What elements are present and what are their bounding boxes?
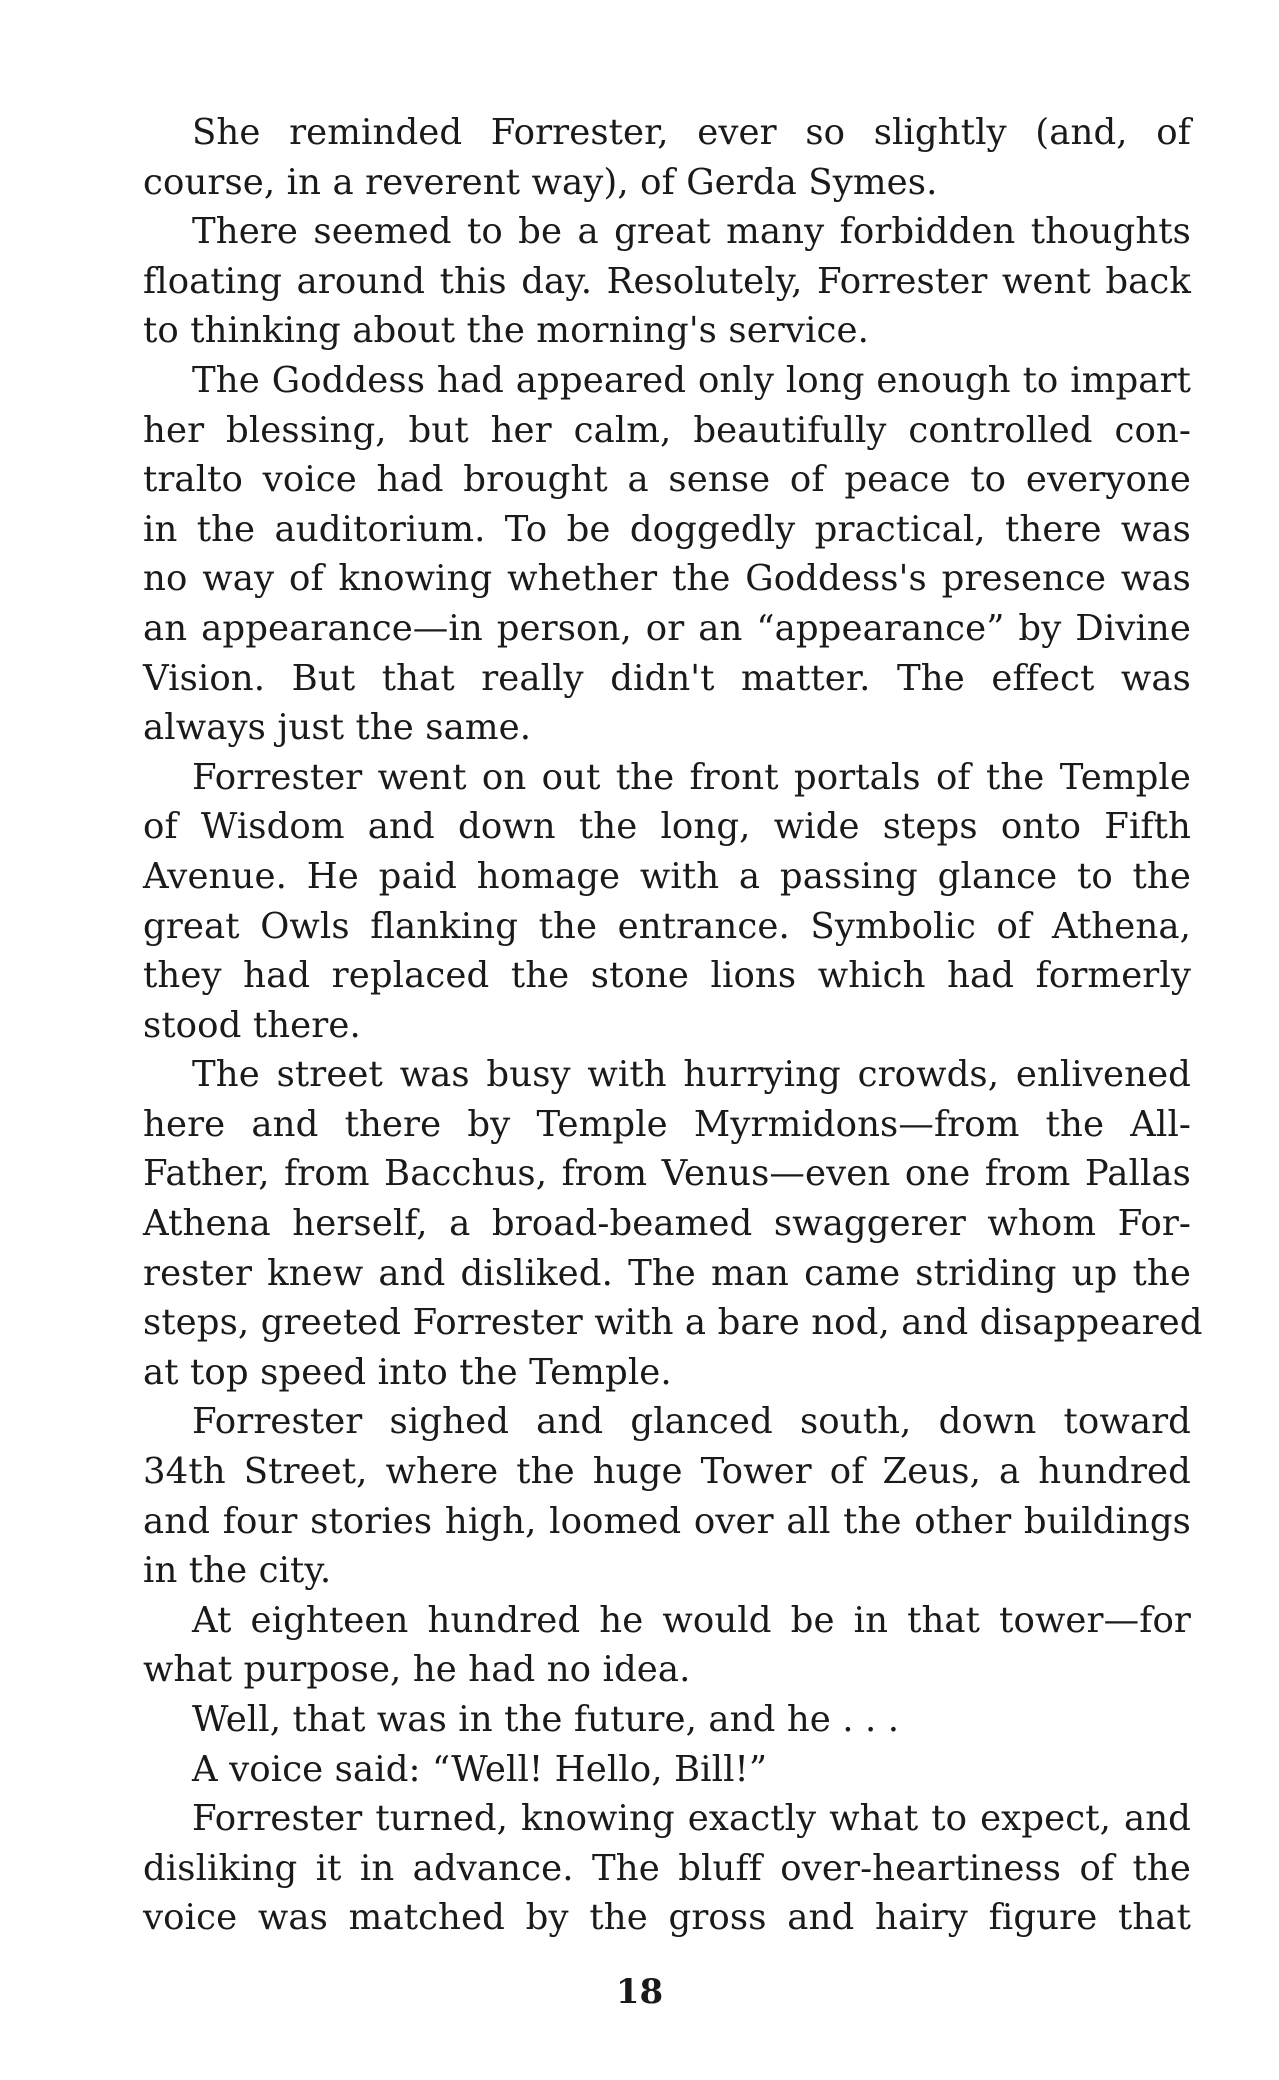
text-line: Well, that was in the future, and he . . . <box>192 1699 900 1740</box>
text-line: Forrester turned, knowing exactly what to expect, and <box>192 1798 1191 1840</box>
text-line: they had replaced the stone lions which had formerly <box>143 955 1191 997</box>
text-line: Athena herself, a broad-beamed swaggerer whom For- <box>143 1203 1191 1245</box>
text-line: an appearance—in person, or an “appearance” by Divine <box>143 607 1191 649</box>
text-line: At eighteen hundred he would be in that tower—for <box>192 1599 1191 1641</box>
text-line: of Wisdom and down the long, wide steps onto Fifth <box>143 806 1191 848</box>
text-line: her blessing, but her calm, beautifully controlled con- <box>143 409 1191 451</box>
text-line: disliking it in advance. The bluff over-heartiness of the <box>143 1847 1191 1889</box>
text-line: Vision. But that really didn't matter. The effect was <box>143 657 1191 699</box>
text-line: course, in a reverent way), of Gerda Symes. <box>143 161 938 203</box>
text-line: always just the same. <box>143 707 532 749</box>
text-line: 34th Street, where the huge Tower of Zeus, a hundred <box>143 1451 1191 1493</box>
text-line: in the city. <box>143 1550 332 1592</box>
text-line: rester knew and disliked. The man came striding up the <box>143 1252 1191 1294</box>
text-line: tralto voice had brought a sense of peace to everyone <box>143 459 1191 501</box>
text-line: no way of knowing whether the Goddess's presence was <box>143 558 1191 600</box>
text-line: She reminded Forrester, ever so slightly (and, of <box>192 112 1191 153</box>
body-text <box>143 108 1203 1943</box>
text-line: Father, from Bacchus, from Venus—even one from Pallas <box>143 1153 1191 1195</box>
text-line: what purpose, he had no idea. <box>143 1649 691 1691</box>
text-line: The Goddess had appeared only long enough to impart <box>192 359 1191 401</box>
text-line: Forrester sighed and glanced south, down toward <box>192 1401 1191 1443</box>
text-line: Forrester went on out the front portals of the Temple <box>192 756 1191 798</box>
text-line: to thinking about the morning's service. <box>143 310 869 352</box>
text-line: in the auditorium. To be doggedly practical, there was <box>143 508 1191 550</box>
text-line: at top speed into the Temple. <box>143 1351 672 1393</box>
text-line: great Owls flanking the entrance. Symbolic of Athena, <box>143 905 1191 947</box>
text-line: Avenue. He paid homage with a passing glance to the <box>143 855 1191 897</box>
text-line: here and there by Temple Myrmidons—from the All- <box>143 1103 1191 1145</box>
text-line: The street was busy with hurrying crowds, enlivened <box>192 1054 1191 1096</box>
text-line: There seemed to be a great many forbidden thoughts <box>192 211 1191 253</box>
text-line: A voice said: “Well! Hello, Bill!” <box>192 1748 768 1790</box>
text-line: stood there. <box>143 1004 361 1046</box>
text-line: floating around this day. Resolutely, Forrester went back <box>143 260 1191 302</box>
page-number: 18 <box>615 1972 664 2012</box>
text-line: steps, greeted Forrester with a bare nod, and disappeared <box>143 1302 1203 1344</box>
text-line: and four stories high, loomed over all the other buildings <box>143 1500 1191 1542</box>
text-line: voice was matched by the gross and hairy figure that <box>143 1897 1191 1939</box>
